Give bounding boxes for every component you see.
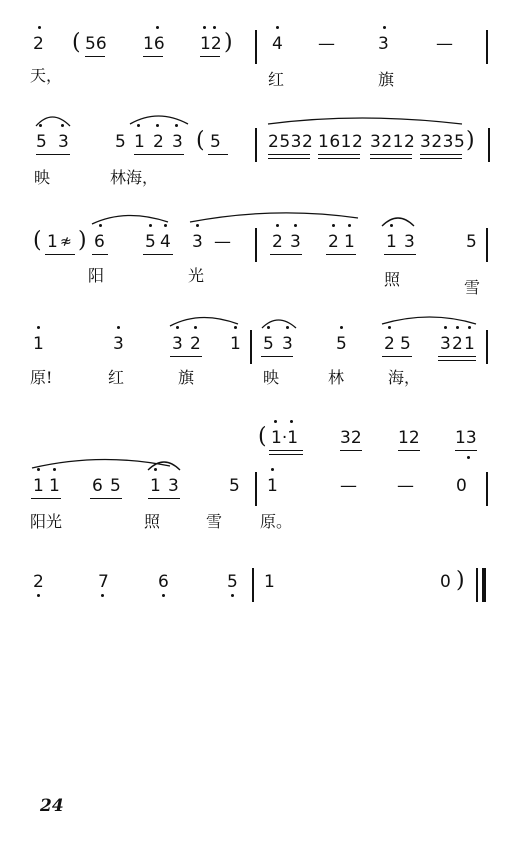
note-group: 13: [455, 428, 477, 448]
lyric: 天，: [30, 66, 63, 85]
dash: —: [340, 476, 357, 496]
note: 3: [192, 232, 203, 252]
slur: [382, 218, 414, 226]
lyric: 林海，: [110, 168, 159, 187]
note-group: 12: [398, 428, 420, 448]
close-paren: ): [224, 30, 233, 55]
note: 6: [94, 232, 105, 252]
note: 3: [440, 334, 451, 354]
dash: —: [397, 476, 414, 496]
note-group: 2532: [268, 132, 314, 152]
close-paren: ): [456, 568, 465, 593]
page-number: 24: [40, 796, 64, 816]
lyric: 映: [34, 168, 51, 187]
note: 5: [115, 132, 126, 152]
note: 2: [384, 334, 395, 354]
close-paren: ): [466, 128, 475, 153]
note-group: 1·1: [271, 428, 299, 448]
note-group: 1612: [318, 132, 364, 152]
note: 1: [49, 476, 60, 496]
note: 5: [145, 232, 156, 252]
note: 3: [290, 232, 301, 252]
lyric: 原。: [260, 512, 293, 531]
lyric: 海，: [388, 368, 421, 387]
slur: [382, 317, 476, 324]
slur: [36, 117, 70, 126]
lyric: 光: [188, 266, 205, 285]
lyric: 雪: [464, 278, 481, 297]
lyric: 林: [328, 368, 345, 387]
note: 3: [172, 132, 183, 152]
open-paren: (: [72, 30, 81, 55]
note: 5: [466, 232, 477, 252]
open-paren: (: [258, 424, 267, 449]
note: 16: [143, 34, 165, 54]
note: 4: [272, 34, 283, 54]
slur: [268, 118, 462, 124]
slur: [130, 116, 188, 124]
note: 5: [336, 334, 347, 354]
lyric: 旗: [178, 368, 195, 387]
open-paren: (: [196, 128, 205, 153]
lyric: 雪: [206, 512, 223, 531]
close-paren: ): [78, 228, 87, 253]
slur: [190, 213, 358, 222]
note: 5: [227, 572, 238, 592]
lyric: 照: [144, 512, 161, 531]
dash: —: [214, 232, 231, 252]
note: 56: [85, 34, 107, 54]
slur: [262, 320, 296, 328]
dash: —: [318, 34, 335, 54]
lyric: 阳光: [30, 512, 63, 531]
lyric: 红: [268, 70, 285, 89]
note: 12: [200, 34, 222, 54]
note: 3: [378, 34, 389, 54]
lyric: 旗: [378, 70, 395, 89]
note: 1: [464, 334, 475, 354]
note: 1: [150, 476, 161, 496]
note: 1: [344, 232, 355, 252]
note-group: 3235: [420, 132, 466, 152]
lyric: 红: [108, 368, 125, 387]
slur: [170, 317, 238, 326]
note: 5: [110, 476, 121, 496]
lyric: 原!: [30, 368, 53, 387]
note: 5: [210, 132, 221, 152]
slur: [92, 215, 168, 224]
lyric: 映: [263, 368, 280, 387]
note: 5: [229, 476, 240, 496]
note: 1: [33, 334, 44, 354]
note: 1: [230, 334, 241, 354]
note: 3: [168, 476, 179, 496]
note: 3: [404, 232, 415, 252]
note: 7: [98, 572, 109, 592]
note: 1: [264, 572, 275, 592]
note: 2: [272, 232, 283, 252]
note: 1: [33, 476, 44, 496]
note: 3: [58, 132, 69, 152]
note: 5: [263, 334, 274, 354]
note: 5: [36, 132, 57, 152]
note: 3: [113, 334, 124, 354]
rest: 0: [456, 476, 467, 496]
note: 6: [92, 476, 103, 496]
note: 3: [282, 334, 293, 354]
note: 2: [328, 232, 339, 252]
note-group: 32: [340, 428, 362, 448]
note: 2: [452, 334, 463, 354]
rest: 0: [440, 572, 451, 592]
note: 5: [400, 334, 411, 354]
note: 1: [47, 232, 58, 252]
note: 2: [190, 334, 201, 354]
tremolo-mark: ≉: [60, 234, 72, 250]
note: 6: [158, 572, 169, 592]
note: 2: [33, 572, 44, 592]
note: 4: [160, 232, 171, 252]
note: 1: [386, 232, 397, 252]
note: 2: [33, 34, 44, 54]
note: 3: [172, 334, 183, 354]
note: 1: [267, 476, 278, 496]
note: 1: [134, 132, 145, 152]
note: 2: [153, 132, 164, 152]
note-group: 3212: [370, 132, 416, 152]
lyric: 照: [384, 270, 401, 289]
open-paren: (: [33, 228, 42, 253]
lyric: 阳: [88, 266, 105, 285]
slur: [32, 459, 170, 468]
dash: —: [436, 34, 453, 54]
